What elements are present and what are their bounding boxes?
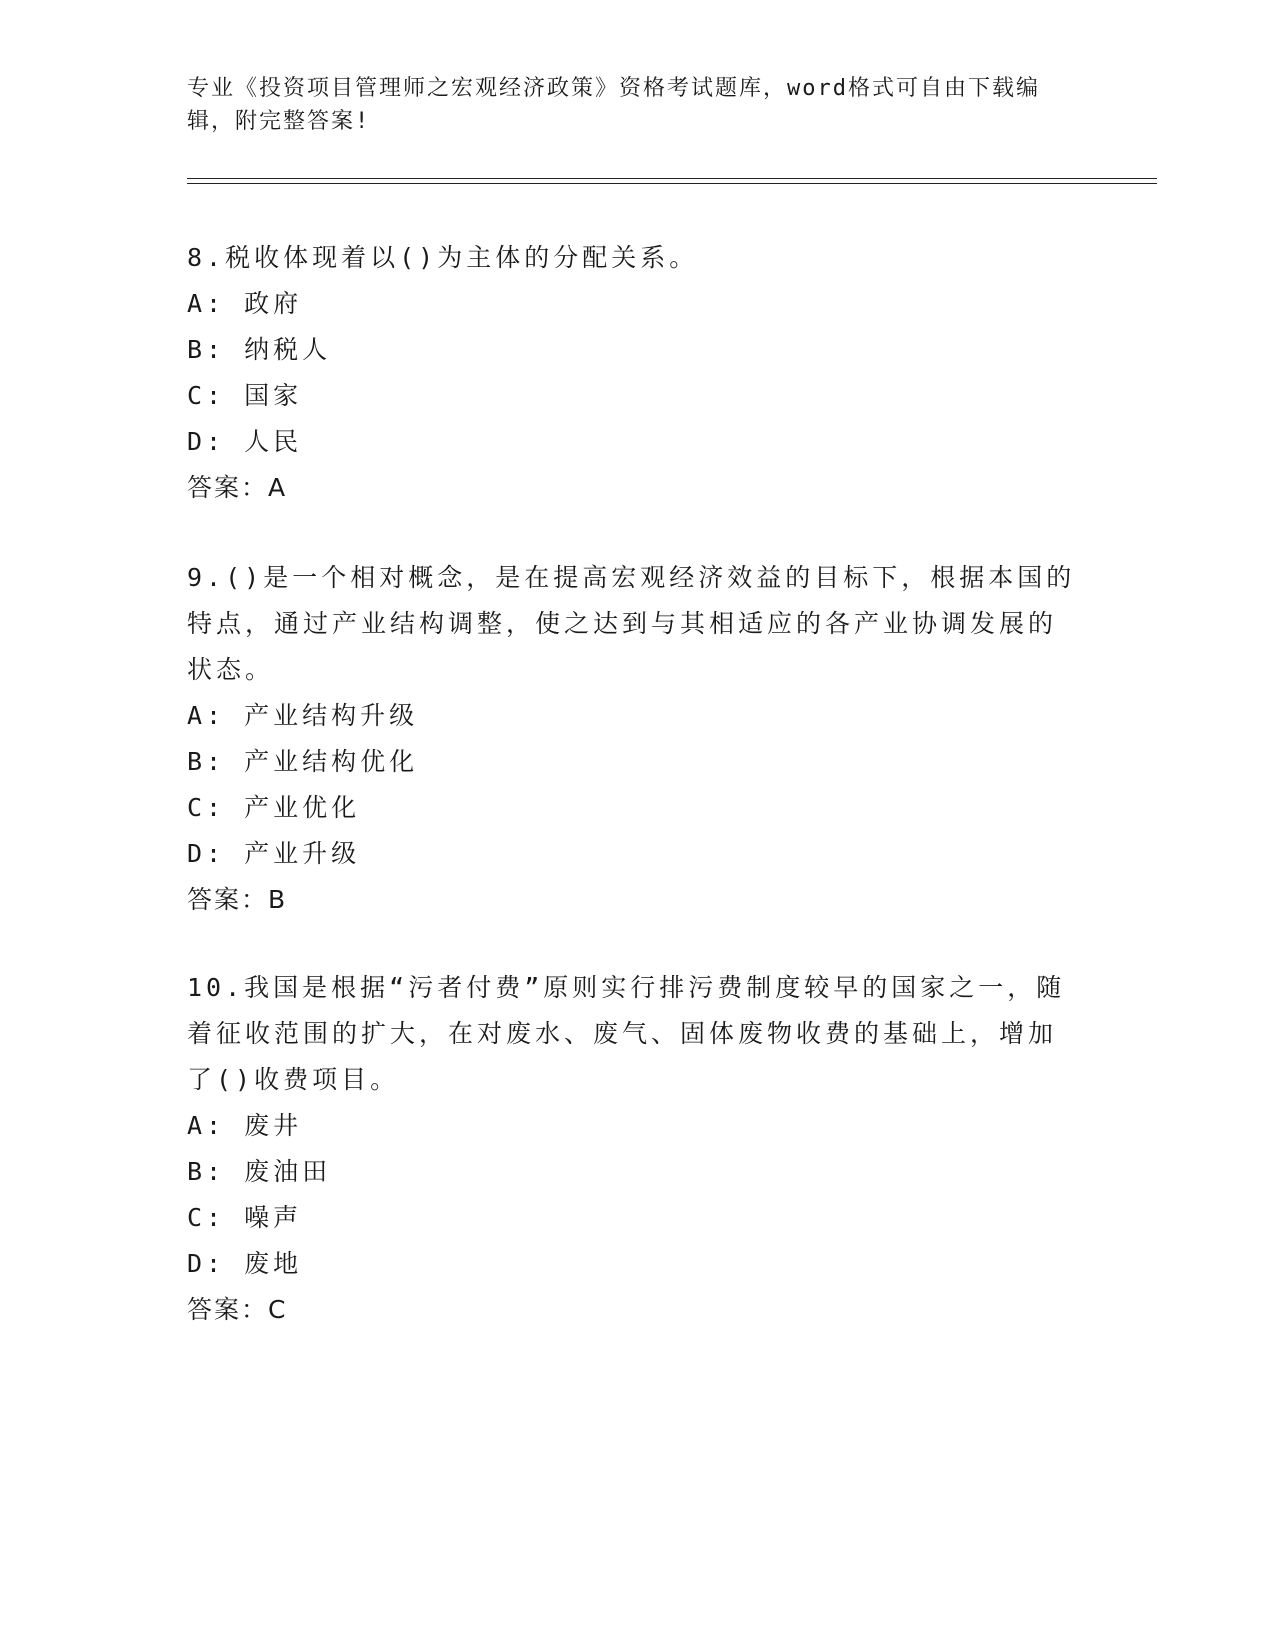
question-stem: 9.()是一个相对概念，是在提高宏观经济效益的目标下，根据本国的特点，通过产业结构调整，使之达到与其相适应的各产业协调发展的状态。 — [187, 563, 1076, 684]
header-divider-top — [187, 178, 1157, 179]
option-b: B: 产业结构优化 — [187, 747, 419, 776]
option-a: A: 废井 — [187, 1111, 303, 1140]
answer-line: 答案：C — [187, 1295, 288, 1324]
option-d: D: 产业升级 — [187, 839, 361, 868]
option-c: C: 噪声 — [187, 1203, 303, 1232]
question-8 — [187, 235, 1077, 511]
option-b: B: 废油田 — [187, 1157, 332, 1186]
option-b: B: 纳税人 — [187, 335, 332, 364]
question-stem: 10.我国是根据“污者付费”原则实行排污费制度较早的国家之一，随着征收范围的扩大，在对废水、废气、固体废物收费的基础上，增加了()收费项目。 — [187, 973, 1066, 1094]
option-a: A: 产业结构升级 — [187, 701, 419, 730]
option-c: C: 国家 — [187, 381, 303, 410]
option-d: D: 废地 — [187, 1249, 303, 1278]
question-9 — [187, 555, 1077, 923]
header-divider-bottom — [187, 183, 1157, 184]
answer-line: 答案：B — [187, 885, 288, 914]
question-stem: 8.税收体现着以()为主体的分配关系。 — [187, 243, 699, 272]
option-c: C: 产业优化 — [187, 793, 361, 822]
answer-line: 答案：A — [187, 473, 288, 502]
option-a: A: 政府 — [187, 289, 303, 318]
document-header: 专业《投资项目管理师之宏观经济政策》资格考试题库，word格式可自由下载编辑，附完整答案! — [187, 76, 1040, 134]
question-10 — [187, 965, 1077, 1333]
option-d: D: 人民 — [187, 427, 303, 456]
